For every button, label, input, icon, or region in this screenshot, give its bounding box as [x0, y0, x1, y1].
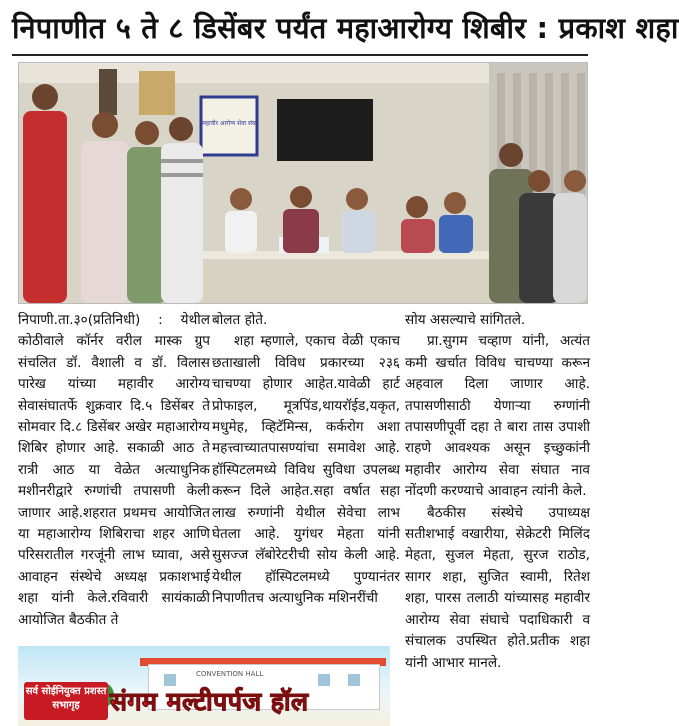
article-paragraph: शहा म्हणाले, एकाच वेळी एकाच छताखाली विविध प्रकारच्या २३६ चाचण्या होणार आहेत.यावेळी हार्ट प्रोफाइल, मूत्रपिंड,थायरॉईड,यकृत, मधुमेह, व्हिटॅमिन्स, कर्करोग अशा महत्त्वाच्यातपासण्यांचा समावेश आहे. हॉस्पिटलमध्ये विविध सुविधा उपलब्ध करून दिले आहेत.सहा वर्षात सहा लाख रुग्णांनी येथील सेवेचा लाभ घेतला आहे. युगंधर मेहता यांनी सुसज्ज लॅबोरेटरीची सोय केली आहे. येथील हॉस्पिटलमध्ये पुण्यानंतर निपाणीतच अत्याधुनिक मशिनरींची [212, 333, 400, 607]
building-window [318, 674, 330, 686]
article-paragraph: प्रा.सुगम चव्हाण यांनी, अत्यंत कमी खर्चात विविध चाचण्या करून अहवाल दिला जाणार आहे. तपासणीसाठी येणाऱ्या रुग्णांनी तपासणीपूर्वी दहा ते बारा तास उपाशी राहणे आवश्यक असून इच्छुकांनी महावीर आरोग्य सेवा संघात नाव नोंदणी करण्याचे आवाहन त्यांनी केले. [405, 333, 590, 500]
article-column-2 [212, 310, 400, 610]
building-window [348, 674, 360, 686]
news-photo [18, 62, 588, 304]
article-column-1 [18, 310, 210, 631]
ad-tagline: सर्व सोईनियुक्त प्रशस्त सभागृह [24, 682, 108, 720]
article-paragraph: बैठकीस संस्थेचे उपाध्यक्ष सतीशभाई वखारीया, सेक्रेटरी मिलिंद मेहता, सुजल मेहता, सुरज राठोड, सागर शहा, सुजित स्वामी, रितेश शहा, पारस तलाठी यांच्यासह महावीर आरोग्य सेवा संघाचे पदाधिकारी व संचालक उपस्थित होते.प्रतीक शहा यांनी आभार मानले. [405, 504, 590, 671]
headline: निपाणीत ५ ते ८ डिसेंबर पर्यंत महाआरोग्य शिबीर : प्रकाश शहा [12, 11, 679, 45]
article-column-3 [405, 310, 590, 674]
building-sign: CONVENTION HALL [196, 670, 264, 678]
headline-divider [12, 54, 588, 56]
article-paragraph: सोय असल्याचे सांगितले. [405, 312, 526, 328]
ad-title: संगम मल्टीपर्पज हॉल [110, 687, 309, 716]
article-paragraph: निपाणी.ता.३०(प्रतिनिधी) : येथील कोठीवाले कॉर्नर वरील मास्क ग्रुप संचलित डॉ. वैशाली व डॉ. विलास पारेख यांच्या महावीर आरोग्य सेवासंघातर्फे शुक्रवार दि.५ डिसेंबर ते सोमवार दि.८ डिसेंबर अखेर महाआरोग्य शिबिर होणार आहे. सकाळी आठ ते रात्री आठ या वेळेत अत्याधुनिक मशीनरीद्वारे रुग्णांची तपासणी केली जाणार आहे.शहरात प्रथमच आयोजित या महाआरोग्य शिबिराचा शहर आणि परिसरातील गरजूंनी लाभ घ्यावा, असे आवाहन संस्थेचे अध्यक्ष प्रकाशभाई शहा यांनी केले.रविवारी सायंकाळी आयोजित बैठकीत ते [18, 312, 210, 628]
article-paragraph: बोलत होते. [212, 312, 268, 328]
advertisement-banner [18, 646, 390, 726]
poster-text: महावीर आरोग्य सेवा संघ [202, 120, 256, 127]
